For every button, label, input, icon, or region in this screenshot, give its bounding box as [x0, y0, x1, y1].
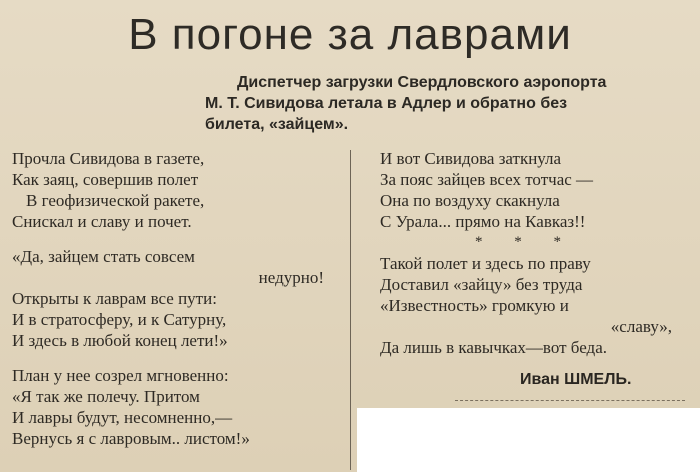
poem-line: Как заяц, совершив полет [12, 170, 199, 189]
stanza-gap [12, 351, 342, 365]
article-title: В погоне за лаврами [128, 10, 572, 59]
poem-line: И лавры будут, несомненно,— [12, 408, 233, 427]
poem-line: И в стратосферу, и к Сатурну, [12, 310, 227, 329]
poem-line: Вернусь я с лавровым.. листом!» [12, 429, 250, 448]
signature-rule [455, 400, 685, 401]
poem-line: И здесь в любой конец лети!» [12, 331, 228, 350]
poem-left-column [12, 148, 342, 449]
poem-line: Открыты к лаврам все пути: [12, 289, 217, 308]
poem-line: С Урала... прямо на Кавказ!! [380, 212, 586, 231]
poem-line: «Да, зайцем стать совсем [12, 247, 195, 266]
poem-line: Такой полет и здесь по праву [380, 254, 591, 273]
lead-line: билета, «зайцем». [205, 116, 349, 133]
poem-line: Прочла Сивидова в газете, [12, 149, 205, 168]
poem-line: Да лишь в кавычках—вот беда. [380, 338, 607, 357]
poem-line: Доставил «зайцу» без труда [380, 275, 583, 294]
poem-line: «Я так же полечу. Притом [12, 387, 200, 406]
author-signature: Иван ШМЕЛЬ. [520, 371, 632, 388]
stanza-gap [12, 232, 342, 246]
stanza-separator: * * * [475, 234, 575, 250]
poem-line: Она по воздуху скакнула [380, 191, 560, 210]
column-divider [350, 150, 351, 470]
poem-line: В геофизической ракете, [26, 191, 205, 210]
blank-area [357, 408, 700, 472]
article-lead [205, 72, 675, 135]
poem-line: План у нее созрел мгновенно: [12, 366, 229, 385]
poem-right-column [380, 148, 690, 358]
poem-line: «славу», [610, 317, 672, 336]
poem-line: недурно! [258, 268, 324, 287]
poem-line: И вот Сивидова заткнула [380, 149, 562, 168]
lead-line: Диспетчер загрузки Свердловского аэропорта [237, 74, 607, 91]
poem-line: Снискал и славу и почет. [12, 212, 192, 231]
poem-line: За пояс зайцев всех тотчас — [380, 170, 594, 189]
poem-line: «Известность» громкую и [380, 296, 569, 315]
lead-line: М. Т. Сивидова летала в Адлер и обратно без [205, 95, 568, 112]
